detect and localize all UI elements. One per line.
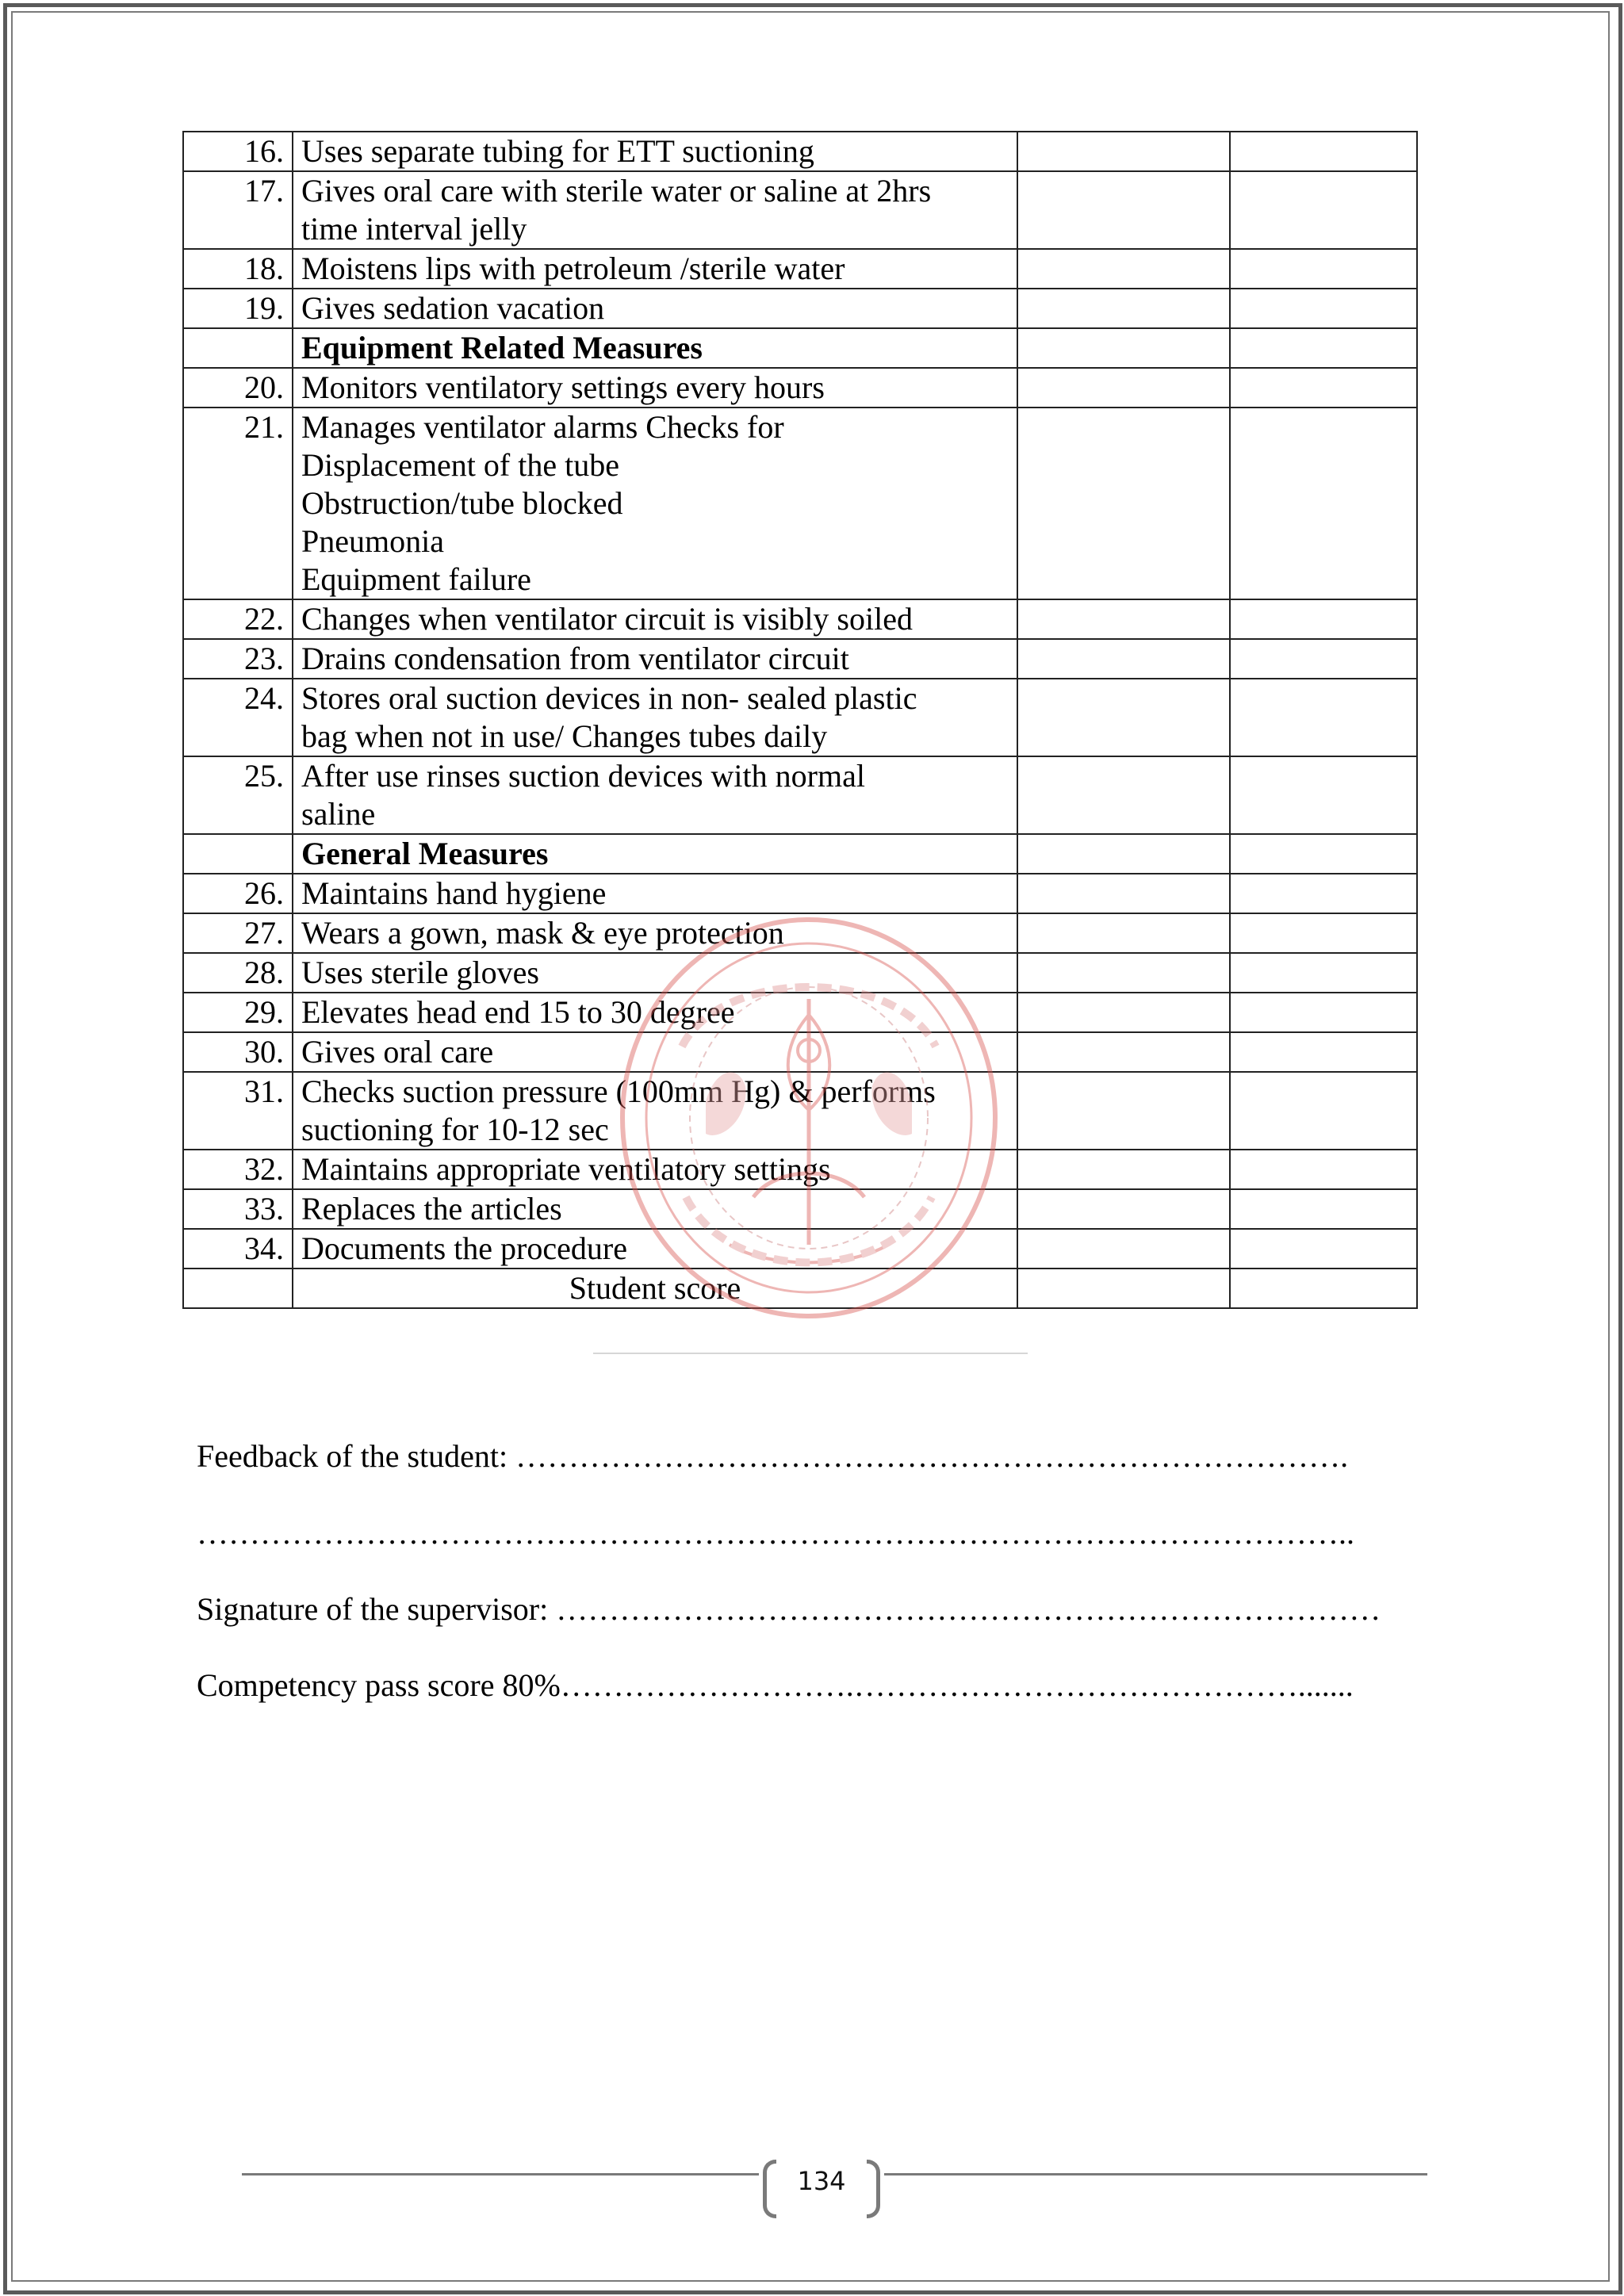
item-number: 29. <box>183 993 293 1032</box>
task-line: Changes when ventilator circuit is visibly soiled <box>301 601 913 637</box>
checklist-row <box>183 756 1417 834</box>
task-line: Checks suction pressure (100mm Hg) & performs <box>301 1073 936 1109</box>
task-description <box>293 171 1017 249</box>
section-header-row <box>183 834 1417 874</box>
score-cell-1 <box>1017 328 1230 368</box>
task-line: Replaces the articles <box>301 1191 562 1226</box>
score-cell-2 <box>1230 249 1417 289</box>
checklist-row <box>183 1072 1417 1150</box>
student-score-row <box>183 1269 1417 1308</box>
task-line: Equipment failure <box>301 561 531 597</box>
score-cell-1 <box>1017 249 1230 289</box>
checklist-row <box>183 1032 1417 1072</box>
score-cell-2 <box>1230 1072 1417 1150</box>
score-cell-2 <box>1230 834 1417 874</box>
task-description <box>293 1189 1017 1229</box>
score-cell-2 <box>1230 1189 1417 1229</box>
score-cell-1 <box>1017 1269 1230 1308</box>
task-description <box>293 993 1017 1032</box>
score-cell-1 <box>1017 599 1230 639</box>
task-description <box>293 1150 1017 1189</box>
task-line: Stores oral suction devices in non- sealed plastic <box>301 680 917 716</box>
score-cell-2 <box>1230 639 1417 679</box>
item-number: 32. <box>183 1150 293 1189</box>
task-description <box>293 874 1017 913</box>
task-line: Wears a gown, mask & eye protection <box>301 915 784 951</box>
item-number: 20. <box>183 368 293 408</box>
score-cell-1 <box>1017 679 1230 756</box>
task-line: Documents the procedure <box>301 1230 627 1266</box>
score-cell-2 <box>1230 756 1417 834</box>
item-number: 24. <box>183 679 293 756</box>
item-number: 19. <box>183 289 293 328</box>
item-number <box>183 834 293 874</box>
checklist-row <box>183 368 1417 408</box>
score-cell-1 <box>1017 756 1230 834</box>
score-cell-1 <box>1017 171 1230 249</box>
task-description <box>293 1032 1017 1072</box>
score-cell-2 <box>1230 1269 1417 1308</box>
task-line: Uses separate tubing for ETT suctioning <box>301 133 814 169</box>
seal-underline <box>593 1353 1028 1354</box>
task-line: General Measures <box>301 836 549 871</box>
page-footer-rule-right <box>884 2173 1427 2175</box>
score-cell-2 <box>1230 328 1417 368</box>
task-line: Maintains appropriate ventilatory settings <box>301 1151 831 1187</box>
task-description <box>293 953 1017 993</box>
score-cell-2 <box>1230 408 1417 599</box>
task-line: time interval jelly <box>301 211 527 247</box>
score-cell-1 <box>1017 132 1230 171</box>
section-title <box>293 328 1017 368</box>
section-title <box>293 834 1017 874</box>
task-line: Student score <box>569 1270 741 1306</box>
task-description <box>293 289 1017 328</box>
supervisor-signature-line: Signature of the supervisor: …………………………………………………………………… <box>197 1591 1381 1627</box>
score-cell-1 <box>1017 834 1230 874</box>
score-cell-2 <box>1230 599 1417 639</box>
task-description <box>293 756 1017 834</box>
section-header-row <box>183 328 1417 368</box>
task-description <box>293 368 1017 408</box>
score-cell-1 <box>1017 1150 1230 1189</box>
score-cell-2 <box>1230 679 1417 756</box>
checklist-row <box>183 1189 1417 1229</box>
score-cell-1 <box>1017 1229 1230 1269</box>
score-cell-1 <box>1017 408 1230 599</box>
task-description <box>293 679 1017 756</box>
task-line: Pneumonia <box>301 523 444 559</box>
task-line: Drains condensation from ventilator circuit <box>301 641 849 676</box>
task-description <box>293 408 1017 599</box>
checklist-row <box>183 913 1417 953</box>
score-cell-2 <box>1230 1229 1417 1269</box>
task-line: Uses sterile gloves <box>301 955 539 990</box>
task-line: Displacement of the tube <box>301 447 619 483</box>
score-cell-2 <box>1230 993 1417 1032</box>
checklist-row <box>183 874 1417 913</box>
feedback-line: Feedback of the student: ……………………………………………………………………. <box>197 1438 1349 1474</box>
item-number: 34. <box>183 1229 293 1269</box>
checklist-row <box>183 171 1417 249</box>
checklist-body <box>183 132 1417 1308</box>
score-cell-1 <box>1017 639 1230 679</box>
checklist-row <box>183 993 1417 1032</box>
item-number: 28. <box>183 953 293 993</box>
score-cell-2 <box>1230 874 1417 913</box>
task-description <box>293 639 1017 679</box>
pass-score-line: Competency pass score 80%……………………….……………………………………....... <box>197 1667 1354 1703</box>
score-cell-2 <box>1230 1150 1417 1189</box>
item-number: 16. <box>183 132 293 171</box>
checklist-row <box>183 408 1417 599</box>
task-line: After use rinses suction devices with normal <box>301 758 865 794</box>
item-number: 17. <box>183 171 293 249</box>
task-line: Elevates head end 15 to 30 degree <box>301 994 735 1030</box>
score-cell-1 <box>1017 1032 1230 1072</box>
item-number: 18. <box>183 249 293 289</box>
task-line: bag when not in use/ Changes tubes daily <box>301 718 828 754</box>
item-number: 31. <box>183 1072 293 1150</box>
task-description <box>293 249 1017 289</box>
page-number-box <box>763 2158 880 2215</box>
task-line: Gives oral care with sterile water or saline at 2hrs <box>301 173 932 209</box>
score-cell-1 <box>1017 953 1230 993</box>
score-cell-1 <box>1017 1189 1230 1229</box>
task-description <box>293 132 1017 171</box>
task-line: Monitors ventilatory settings every hours <box>301 369 825 405</box>
score-cell-1 <box>1017 993 1230 1032</box>
checklist-row <box>183 249 1417 289</box>
task-line: saline <box>301 796 376 832</box>
item-number: 30. <box>183 1032 293 1072</box>
task-line: Gives sedation vacation <box>301 290 605 326</box>
score-cell-2 <box>1230 1032 1417 1072</box>
score-cell-2 <box>1230 913 1417 953</box>
task-line: suctioning for 10-12 sec <box>301 1112 609 1147</box>
item-number: 23. <box>183 639 293 679</box>
checklist-row <box>183 599 1417 639</box>
item-number: 21. <box>183 408 293 599</box>
competency-checklist-table <box>182 131 1418 1309</box>
task-line: Moistens lips with petroleum /sterile water <box>301 251 845 286</box>
task-description <box>293 913 1017 953</box>
score-cell-2 <box>1230 953 1417 993</box>
task-line: Maintains hand hygiene <box>301 875 607 911</box>
item-number: 22. <box>183 599 293 639</box>
feedback-continuation-line: ……………………………………………………………………………………………….. <box>197 1515 1354 1551</box>
checklist-row <box>183 953 1417 993</box>
item-number: 25. <box>183 756 293 834</box>
score-cell-2 <box>1230 132 1417 171</box>
task-line: Gives oral care <box>301 1034 494 1070</box>
score-cell-1 <box>1017 368 1230 408</box>
score-cell-1 <box>1017 874 1230 913</box>
item-number: 27. <box>183 913 293 953</box>
score-cell-2 <box>1230 289 1417 328</box>
checklist-row <box>183 132 1417 171</box>
checklist-row <box>183 1229 1417 1269</box>
score-cell-1 <box>1017 1072 1230 1150</box>
page-number: 134 <box>797 2166 846 2196</box>
checklist-row <box>183 639 1417 679</box>
score-cell-1 <box>1017 289 1230 328</box>
item-number <box>183 1269 293 1308</box>
task-description <box>293 1229 1017 1269</box>
task-line: Obstruction/tube blocked <box>301 485 623 521</box>
score-cell-2 <box>1230 368 1417 408</box>
task-line: Manages ventilator alarms Checks for <box>301 409 784 445</box>
item-number <box>183 328 293 368</box>
score-cell-1 <box>1017 913 1230 953</box>
checklist-row <box>183 679 1417 756</box>
task-description <box>293 1072 1017 1150</box>
page-footer-rule-left <box>242 2173 759 2175</box>
checklist-row <box>183 289 1417 328</box>
task-line: Equipment Related Measures <box>301 330 703 365</box>
score-cell-2 <box>1230 171 1417 249</box>
checklist-row <box>183 1150 1417 1189</box>
item-number: 33. <box>183 1189 293 1229</box>
item-number: 26. <box>183 874 293 913</box>
task-description <box>293 599 1017 639</box>
student-score-label <box>293 1269 1017 1308</box>
